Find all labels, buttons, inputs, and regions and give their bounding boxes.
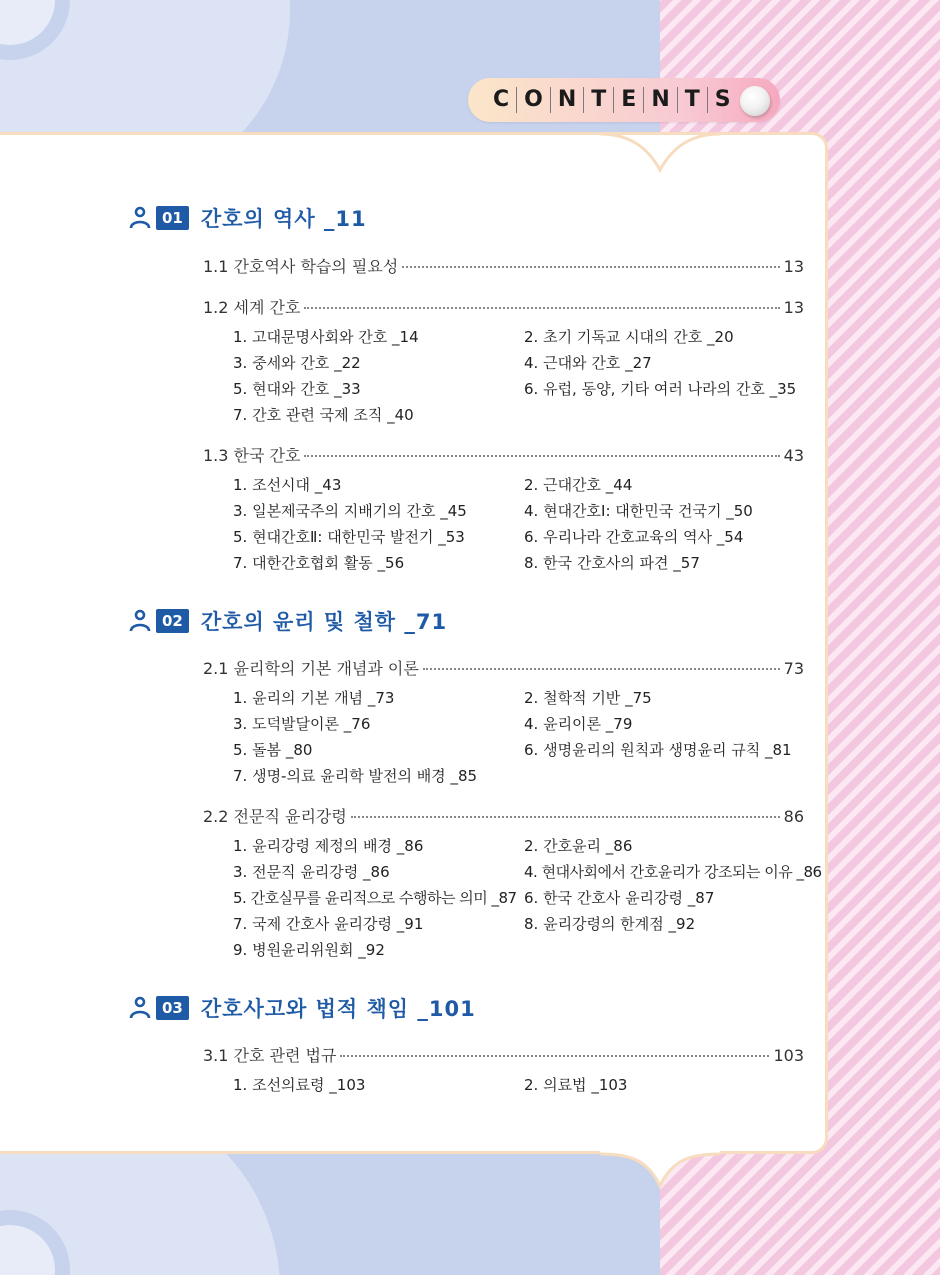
toc-item[interactable]: 7. 생명-의료 윤리학 발전의 배경 _85 [233,767,478,785]
toc-item[interactable]: 2. 철학적 기반 _75 [524,689,652,707]
toc-item[interactable]: 1. 고대문명사회와 간호 _14 [233,328,419,346]
section-title: 3.1 간호 관련 법규 [203,1046,337,1065]
section-2-1[interactable] [203,656,804,680]
toc-item[interactable]: 6. 우리나라 간호교육의 역사 _54 [524,528,744,546]
chapter-number-badge: 03 [156,996,189,1020]
toc-item[interactable]: 1. 윤리강령 제정의 배경 _86 [233,837,424,855]
section-title: 1.1 간호역사 학습의 필요성 [203,257,399,276]
dot-leader [304,307,779,309]
toc-item[interactable]: 6. 한국 간호사 윤리강령 _87 [524,889,715,907]
dot-leader [402,266,779,268]
toc-item[interactable]: 2. 의료법 _103 [524,1076,628,1094]
toc-item[interactable]: 1. 윤리의 기본 개념 _73 [233,689,395,707]
contents-header [468,78,780,122]
section-title: 2.1 윤리학의 기본 개념과 이론 [203,659,419,678]
chapter-title: 간호의 윤리 및 철학 _71 [200,610,448,634]
section-page: 73 [783,659,804,678]
dot-leader [423,668,780,670]
contents-letter: N [551,87,584,113]
nurse-person-icon [128,206,152,230]
toc-item[interactable]: 6. 생명윤리의 원칙과 생명윤리 규칙 _81 [524,741,792,759]
toc-item[interactable]: 6. 유럽, 동양, 기타 여러 나라의 간호 _35 [524,380,797,398]
chapter-title: 간호의 역사 _11 [200,207,367,231]
toc-item[interactable]: 3. 중세와 간호 _22 [233,354,361,372]
section-2-2[interactable] [203,804,804,828]
toc-item[interactable]: 3. 도덕발달이론 _76 [233,715,371,733]
section-title: 2.2 전문직 윤리강령 [203,807,347,826]
toc-item[interactable]: 1. 조선시대 _43 [233,476,342,494]
toc-item[interactable]: 5. 현대간호Ⅱ: 대한민국 발전기 _53 [233,528,465,546]
chapter-title: 간호사고와 법적 책임 _101 [200,997,476,1021]
toc-item[interactable]: 9. 병원윤리위원회 _92 [233,941,385,959]
toc-item[interactable]: 4. 윤리이론 _79 [524,715,633,733]
contents-letter: S [714,87,731,112]
toc-item[interactable]: 7. 대한간호협회 활동 _56 [233,554,405,572]
toc-item[interactable]: 1. 조선의료령 _103 [233,1076,366,1094]
section-3-1[interactable] [203,1043,804,1067]
section-page: 86 [783,807,804,826]
section-title: 1.3 한국 간호 [203,446,301,465]
contents-letter: T [678,87,708,113]
toc-item[interactable]: 2. 간호윤리 _86 [524,837,633,855]
contents-letter: O [517,87,551,113]
nurse-person-icon [128,609,152,633]
section-title: 1.2 세계 간호 [203,298,301,317]
chapter-number-badge: 01 [156,206,189,230]
toc-item[interactable]: 3. 전문직 윤리강령 _86 [233,863,390,881]
toc-item[interactable]: 3. 일본제국주의 지배기의 간호 _45 [233,502,467,520]
section-page: 13 [783,257,804,276]
section-1-2[interactable] [203,295,804,319]
dot-leader [304,455,779,457]
chapter-03[interactable] [128,993,476,1023]
toc-item[interactable]: 5. 간호실무를 윤리적으로 수행하는 의미 _87 [233,889,517,907]
contents-letter: N [644,87,677,113]
toc-item[interactable]: 4. 현대간호Ⅰ: 대한민국 건국기 _50 [524,502,753,520]
toc-item[interactable]: 2. 근대간호 _44 [524,476,633,494]
toc-item[interactable]: 8. 한국 간호사의 파견 _57 [524,554,700,572]
section-page: 103 [773,1046,804,1065]
chapter-number-badge: 02 [156,609,189,633]
card-bottom-notch [600,1140,720,1200]
toc-item[interactable]: 5. 현대와 간호 _33 [233,380,361,398]
dot-leader [351,816,780,818]
toc-item[interactable]: 7. 국제 간호사 윤리강령 _91 [233,915,424,933]
card-top-notch [600,118,720,178]
toc-item[interactable]: 8. 윤리강령의 한계점 _92 [524,915,696,933]
pearl-ball-decoration [740,86,770,116]
toc-item[interactable]: 4. 현대사회에서 간호윤리가 강조되는 이유 _86 [524,863,822,881]
section-page: 43 [783,446,804,465]
chapter-02[interactable] [128,606,447,636]
section-1-1[interactable] [203,254,804,278]
toc-item[interactable]: 2. 초기 기독교 시대의 간호 _20 [524,328,734,346]
contents-letter: E [614,87,644,113]
section-1-3[interactable] [203,443,804,467]
toc-item[interactable]: 4. 근대와 간호 _27 [524,354,652,372]
toc-item[interactable]: 5. 돌봄 _80 [233,741,313,759]
dot-leader [340,1055,769,1057]
toc-item[interactable]: 7. 간호 관련 국제 조직 _40 [233,406,414,424]
contents-letter: T [584,87,614,113]
contents-letter: C [486,87,517,113]
section-page: 13 [783,298,804,317]
chapter-01[interactable] [128,203,367,233]
nurse-person-icon [128,996,152,1020]
